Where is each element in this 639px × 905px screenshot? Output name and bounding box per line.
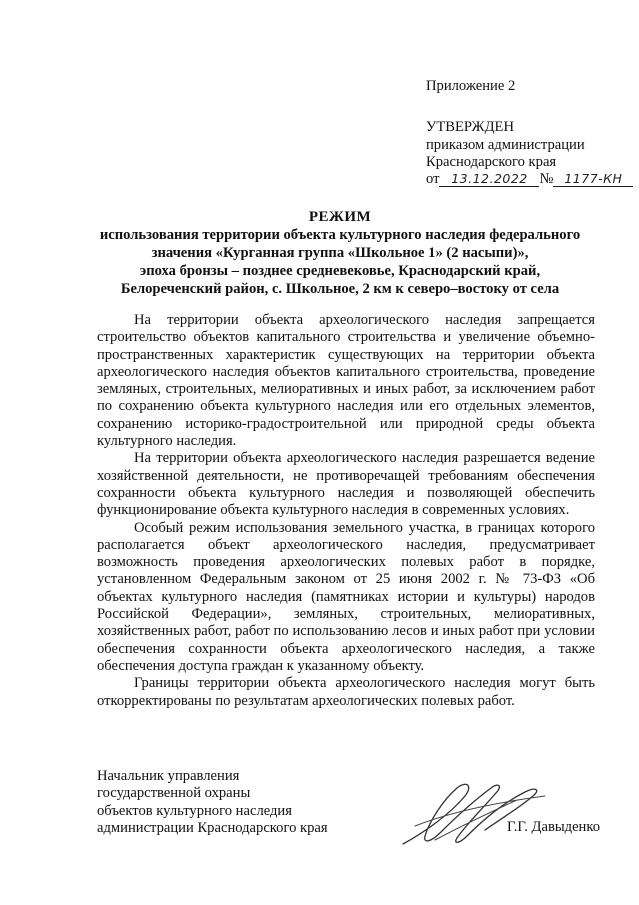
position-line-1: Начальник управления <box>97 768 240 784</box>
approval-date-number-line <box>426 171 631 188</box>
paragraph-boundaries: Границы территории объекта археологического наследия могут быть откорректированы по результатам археологических полевых работ. <box>97 675 595 709</box>
paragraph-special-regime: Особый режим использования земельного участка, в границах которого располагается объект археологического наследия, предусматривает возможность проведения археологических полевых работ в порядке, установленном Федеральным законом от 25 июня 2002 г. № 73-ФЗ «Об объектах культурного наследия (памятниках истории и культуры) народов Российской Федерации», земляных, строительных, мелиоративных, хозяйственных работ, работ по использованию лесов и иных работ при условии обеспечения сохранности объекта археологического наследия, а также обеспечения доступа граждан к указанному объекту. <box>97 519 595 674</box>
position-line-4: администрации Краснодарского края <box>97 819 328 836</box>
date-prefix: от <box>426 171 440 188</box>
title-line-2: значения «Курганная группа «Школьное 1» (2 насыпи)», <box>151 245 529 261</box>
number-prefix: № <box>539 171 554 188</box>
paragraph-prohibitions: На территории объекта археологического наследия запрещается строительство объектов капитального строительства и увеличение объемно-пространственных характеристик существующих на территории объекта археологического наследия объектов капитального строительства, проведение земляных, строительных, мелиоративных и иных работ, за исключением работ по сохранению объекта культурного наследия или его отдельных элементов, сохранению историко-градостроительной или природной среды объекта культурного наследия. <box>97 312 595 450</box>
approved-region: Краснодарского края <box>426 153 557 170</box>
title-line-1: использования территории объекта культурного наследия федерального <box>99 227 581 243</box>
position-line-2: государственной охраны <box>97 785 251 802</box>
approval-block <box>426 119 631 188</box>
document-title: РЕЖИМ <box>308 209 372 225</box>
signature-block <box>97 768 600 837</box>
handwritten-number: 1177-КН <box>553 171 633 187</box>
title-line-4: Белореченский район, с. Школьное, 2 км к северо–востоку от села <box>120 281 560 297</box>
handwritten-date: 13.12.2022 <box>439 171 539 187</box>
approved-by-order: приказом администрации <box>426 136 585 153</box>
position-line-3: объектов культурного наследия <box>97 802 292 819</box>
signatory-name: Г.Г. Давыденко <box>506 819 600 835</box>
title-line-3: эпоха бронзы – позднее средневековье, Краснодарский край, <box>139 263 541 279</box>
paragraph-permissions: На территории объекта археологического наследия разрешается ведение хозяйственной деятельности, не противоречащей требованиям обеспечения сохранности объекта культурного наследия и позволяющей обеспечить функционирование объекта культурного наследия в современных условиях. <box>97 450 595 519</box>
appendix-label: Приложение 2 <box>426 78 516 94</box>
approval-stamp <box>426 78 631 188</box>
document-title-block <box>60 208 620 298</box>
document-body <box>97 312 595 710</box>
approved-label: УТВЕРЖДЕН <box>426 119 514 136</box>
